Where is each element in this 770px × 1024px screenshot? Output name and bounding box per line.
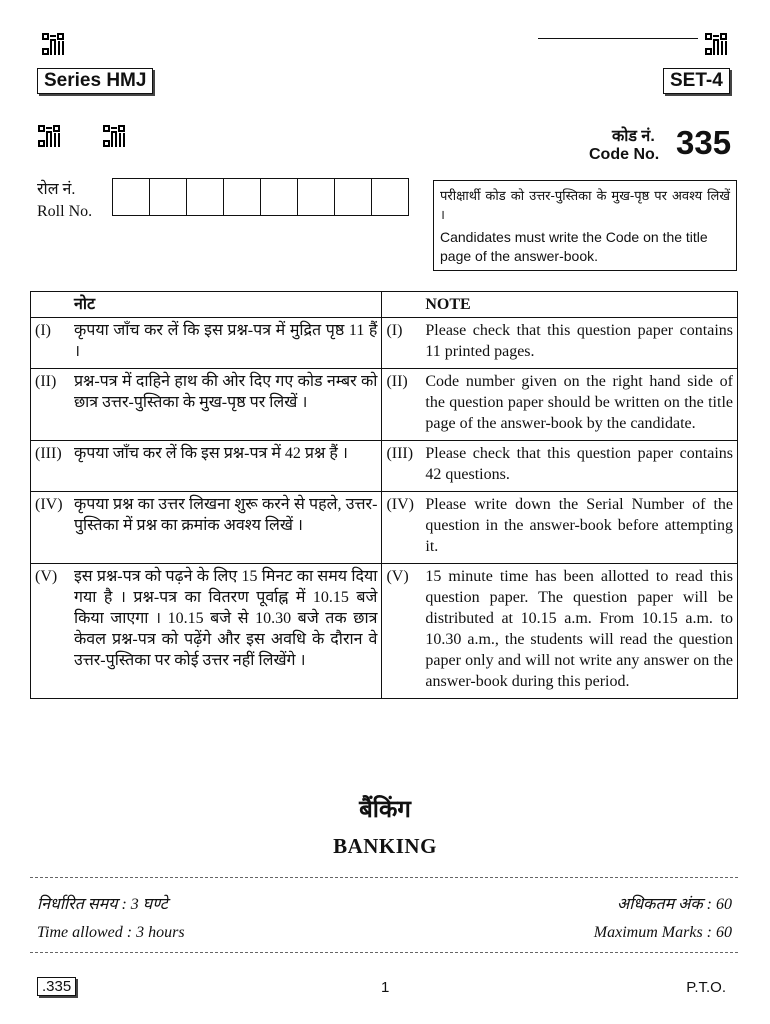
time-allowed-english: Time allowed : 3 hours xyxy=(37,924,185,941)
code-instruction-hindi: परीक्षार्थी कोड को उत्तर-पुस्तिका के मुख-पृष्ठ पर अवश्य लिखें । xyxy=(440,189,730,223)
note-row xyxy=(31,369,738,441)
note-text-english: Code number given on the right hand side of the question paper should be written on the title page of the answer-book by the candidate. xyxy=(421,369,737,441)
note-number: (V) xyxy=(382,564,421,699)
maximum-marks-hindi: अधिकतम अंक : 60 xyxy=(616,896,732,913)
note-text-hindi: कृपया जाँच कर लें कि इस प्रश्न-पत्र में 42 प्रश्न हैं । xyxy=(70,441,382,492)
note-number: (IV) xyxy=(382,492,421,564)
note-text-hindi: कृपया जाँच कर लें कि इस प्रश्न-पत्र में मुद्रित पृष्ठ 11 हैं । xyxy=(70,318,382,369)
note-text-english: 15 minute time has been allotted to read this question paper. The question paper will be distributed at 10.15 a.m. From 10.15 a.m. to 10.30 a.m., the students will read the question paper only and will not write any answer on the answer-book during this period. xyxy=(421,564,737,699)
note-text-hindi: इस प्रश्न-पत्र को पढ़ने के लिए 15 मिनट का समय दिया गया है । प्रश्न-पत्र का वितरण पूर्वाह्न में 10.15 बजे किया जाएगा । 10.15 बजे से 10.30 बजे तक छात्र केवल प्रश्न-पत्र को पढ़ेंगे और इस अवधि के दौरान वे उत्तर-पुस्तिका पर कोई उत्तर नहीं लिखेंगे । xyxy=(70,564,382,699)
note-number: (III) xyxy=(382,441,421,492)
page-number: 1 xyxy=(381,979,390,996)
note-text-hindi: प्रश्न-पत्र में दाहिने हाथ की ओर दिए गए कोड नम्बर को छात्र उत्तर-पुस्तिका के मुख-पृष्ठ पर लिखें । xyxy=(70,369,382,441)
note-number: (I) xyxy=(382,318,421,369)
code-label-hindi: कोड नं. xyxy=(612,128,655,145)
note-number: (II) xyxy=(31,369,70,441)
roll-number-boxes[interactable] xyxy=(112,178,409,216)
divider xyxy=(30,952,738,953)
note-number: (II) xyxy=(382,369,421,441)
code-instruction-english: Candidates must write the Code on the title page of the answer-book. xyxy=(440,229,708,264)
subject-title-hindi: बैंकिंग xyxy=(359,797,411,823)
note-row xyxy=(31,564,738,699)
qr-code-icon xyxy=(38,125,60,147)
subject-title-english: BANKING xyxy=(333,834,437,858)
note-number: (IV) xyxy=(31,492,70,564)
note-heading-hindi: नोट xyxy=(70,292,382,318)
qr-code-icon xyxy=(705,33,727,55)
footer-code: .335 xyxy=(37,977,76,996)
code-number: 335 xyxy=(676,124,732,161)
notes-header-row xyxy=(31,292,738,318)
note-row xyxy=(31,441,738,492)
qr-code-icon xyxy=(42,33,64,55)
series-label: Series HMJ xyxy=(37,68,153,94)
pto-label: P.T.O. xyxy=(686,979,726,996)
code-label-english: Code No. xyxy=(589,146,660,163)
maximum-marks-english: Maximum Marks : 60 xyxy=(593,924,732,941)
note-number: (III) xyxy=(31,441,70,492)
set-label: SET-4 xyxy=(663,68,730,94)
note-row xyxy=(31,318,738,369)
time-allowed-hindi: निर्धारित समय : 3 घण्टे xyxy=(37,896,168,913)
note-text-hindi: कृपया प्रश्न का उत्तर लिखना शुरू करने से पहले, उत्तर-पुस्तिका में प्रश्न का क्रमांक अवश्य लिखें । xyxy=(70,492,382,564)
divider xyxy=(30,877,738,878)
note-number: (I) xyxy=(31,318,70,369)
note-text-english: Please check that this question paper contains 42 questions. xyxy=(421,441,737,492)
qr-code-icon xyxy=(103,125,125,147)
code-instruction-box xyxy=(433,180,737,271)
note-number: (V) xyxy=(31,564,70,699)
roll-number-label: रोल नं. Roll No. xyxy=(37,181,93,220)
notes-table xyxy=(30,291,738,699)
note-row xyxy=(31,492,738,564)
note-text-english: Please write down the Serial Number of the question in the answer-book before attempting it. xyxy=(421,492,737,564)
note-text-english: Please check that this question paper contains 11 printed pages. xyxy=(421,318,737,369)
note-heading-english: NOTE xyxy=(421,292,737,318)
candidate-signature-line xyxy=(538,38,698,39)
